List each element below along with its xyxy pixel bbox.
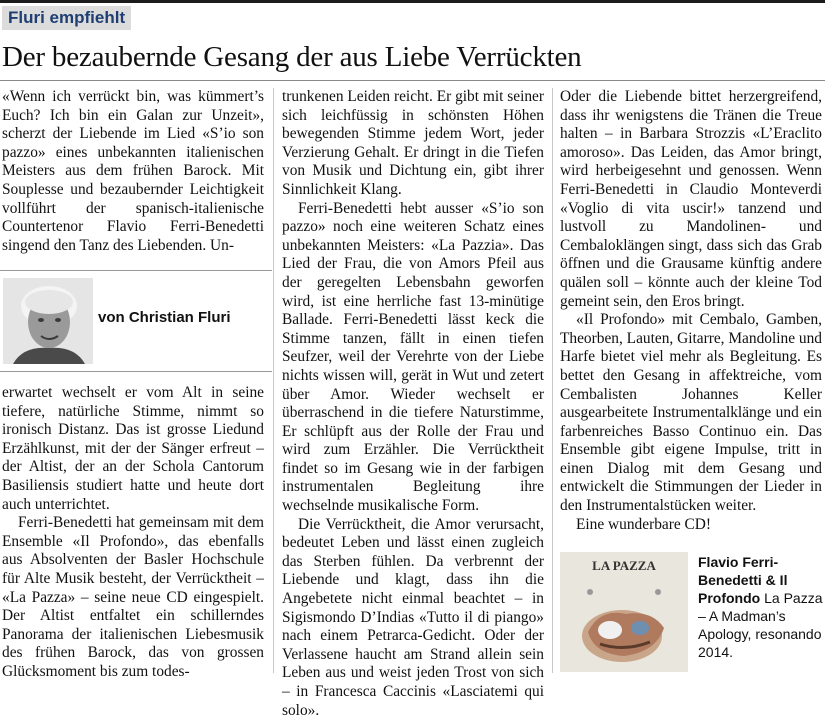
column-divider [552, 88, 553, 673]
paragraph: «Wenn ich verrückt bin, was kümmert’s Euch? Ich bin ein Galan zur Unzeit», scherzt der Liebende im Lied «S’io son pazzo» eines unbekannten italienischen Meisters aus dem frühen Barock. Mit Souplesse und bezaubernder Leichtigkeit vollführt der spanisch-italienische Countertenor Flavio Ferri-Benedetti singend den Tanz des Liebenden. Un- [2, 88, 264, 254]
article-headline: Der bezaubernde Gesang der aus Liebe Verrückten [2, 41, 582, 73]
paragraph: Ferri-Benedetti hebt ausser «S’io son pazzo» noch eine weiteren Schatz eines unbekannten Meisters: «La Pazzia». Das Lied der Frau, die von Amors Pfeil aus der geregelten Lebensbahn geworfen wird, ist eine herrliche fast 13-minütige Ballade. Ferri-Benedetti lässt keck die Stimme tanzen, fällt in einen tiefen Seufzer, weil der Verehrte von der Liebe nichts wissen will, gerät in Wut und zetert über Amor. Wieder wechselt er überraschend in die tiefere Naturstimme, Er schlüpft aus der Rolle der Frau und wird zum Erzähler. Die Verrücktheit findet so im Gesang wie in der farbigen instrumentalen Begleitung ihre wechselnde musikalische Form. [282, 199, 544, 515]
paragraph: erwartet wechselt er vom Alt in seine tiefere, natürliche Stimme, nimmt so ironisch Distanz. Das ist grosse Liedund Erzählkunst, mit der der Sänger erfreut – der Altist, der an der Schola Cantorum Basiliensis studiert hatte und heute dort auch unterrichtet. [2, 384, 264, 513]
cd-cover-image [560, 552, 688, 672]
author-portrait-photo [3, 278, 93, 364]
paragraph: Die Verrücktheit, die Amor verursacht, bedeutet Leben und lässt einen zugleich das Sterben fühlen. Da verbrennt der Liebende und klagt, dass ihn die Angebetete nicht einmal beachtet – in Sigismondo D’Indias «Tutto il di piango» nach einem Petrarca-Gedicht. Oder der Verlassene haucht am Strand allein sein Leben aus und weist jeden Trost von sich – in Francesca Caccinis «Lasciatemi qui solo». [282, 515, 544, 719]
column-1-bottom [2, 384, 264, 682]
paragraph: Ferri-Benedetti hat gemeinsam mit dem Ensemble «Il Profondo», das ebenfalls aus Absolventen der Basler Hochschule für Alte Musik besteht, der Verrücktheit – «La Pazza» – seine neue CD eingespielt. Der Altist entfaltet ein schillerndes Panorama der italienischen Liebesmusik des frühen Barock, das von grossen Glücksmoment bis zum todes- [2, 514, 264, 680]
cd-details: La Pazza – A Madman’s Apology, resonando 2014. [698, 590, 823, 660]
top-rule [0, 0, 825, 3]
paragraph: Oder die Liebende bittet herzergreifend, dass ihr wenigstens die Tränen die Treue halten – in Barbara Strozzis «L’Eraclito amoroso». Das Leiden, das Amor bringt, wird herbeigesehnt und genossen. Wenn Ferri-Benedetti in Claudio Monteverdi «Voglio di vita uscir!» tanzend und lustvoll zu Mandolinen- und Cembaloklängen singt, dass sich das Grab öffnen und die Grausame künftig andere quälen soll – könnte auch der kleine Tod gemeint sein, den Eros bringt. [560, 88, 822, 310]
headline-rule [0, 80, 825, 81]
column-divider [273, 88, 274, 673]
paragraph: trunkenen Leiden reicht. Er gibt mit seiner sich leichfüssig in schönsten Höhen bewegenden Stimme jedem Wort, jeder Verzierung Gehalt. Er dringt in die Tiefen von Musik und Dichtung ein, gibt ihrer Sinnlichkeit Klang. [282, 88, 544, 198]
column-2 [282, 88, 544, 720]
section-rubric: Fluri empfiehlt [2, 6, 131, 30]
paragraph: «Il Profondo» mit Cembalo, Gamben, Theorben, Lauten, Gitarre, Mandoline und Harfe bietet viel mehr als Begleitung. Es bettet den Gesang in affektreiche, vom Cembalisten Johannes Keller ausgearbeitete Instrumentalklänge und ein farbenreiches Basso Continuo ein. Das Ensemble gibt eigene Impulse, tritt in einen Dialog mit dem Gesang und entwickelt die Stimmungen der Lieder in den Instrumentalstücken weiter. [560, 311, 822, 515]
column-1-top [2, 88, 264, 255]
cd-cover-title: LA PAZZA [592, 558, 656, 573]
cd-info [698, 553, 824, 661]
cd-artist: Flavio Ferri-Benedetti & Il Profondo [698, 554, 788, 606]
author-byline: von Christian Fluri [98, 309, 231, 326]
column-3 [560, 88, 822, 534]
paragraph: Eine wunderbare CD! [576, 515, 712, 533]
